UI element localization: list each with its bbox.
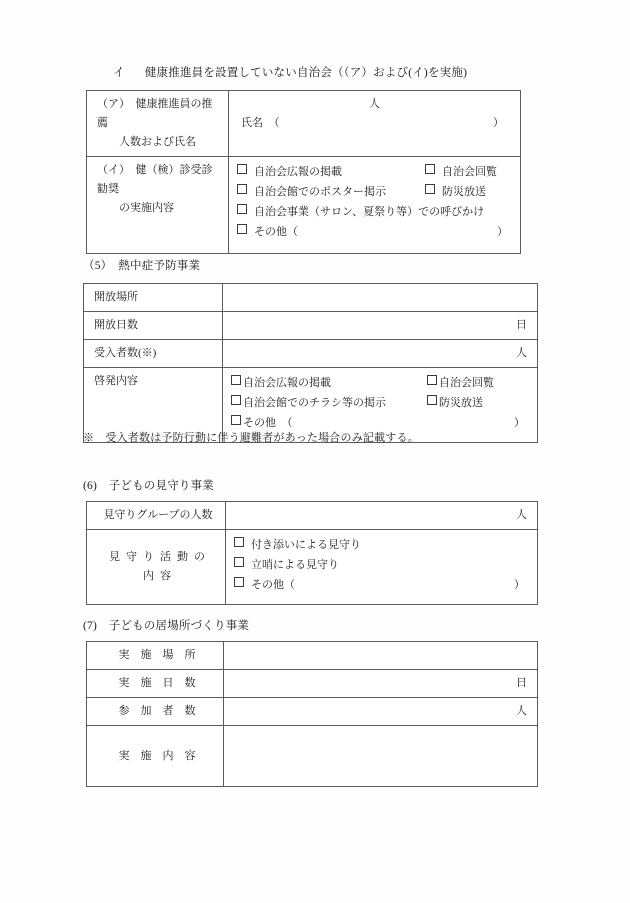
cell-i-checkboxes [229, 157, 521, 254]
cell-label-place: 実 施 場 所 [87, 642, 224, 670]
cell-label-activity: 見守り活動の内容 [87, 530, 226, 605]
cell-value-content[interactable] [224, 726, 538, 787]
table-row [87, 642, 538, 670]
checkbox-icon[interactable] [237, 204, 247, 214]
checkbox-row-2 [237, 182, 512, 202]
checkbox-group-4 [425, 182, 486, 202]
cell-value-place[interactable] [224, 642, 538, 670]
section-i-heading-text: 健康推進員を設置していない自治会（（ア）および(イ)を実施) [144, 67, 468, 79]
cell-activity-checkboxes [226, 530, 538, 605]
checkbox-row-3 [237, 202, 512, 222]
checkbox-row-3 [234, 575, 529, 595]
cell-a-label-line1: （ア） 健康推進員の推薦 [97, 98, 213, 129]
section-6-heading: (6) 子どもの見守り事業 [83, 480, 215, 492]
table-row [87, 502, 538, 530]
checkbox-icon[interactable] [237, 184, 247, 194]
checkbox-label-2: 自治会回覧 [439, 377, 494, 389]
checkbox-icon[interactable] [231, 375, 241, 385]
checkbox-label-1: 自治会広報の掲載 [243, 377, 331, 389]
unit-person: 人 [369, 98, 380, 110]
checkbox-label-2: 自治会回覧 [442, 166, 497, 178]
table-row [84, 340, 538, 368]
checkbox-group-2 [425, 162, 497, 182]
cell-a-label-line2: 人数および氏名 [119, 136, 196, 148]
cell-value-open-place[interactable] [223, 284, 538, 312]
checkbox-row-1 [237, 162, 512, 182]
checkbox-5-close-paren: ） [514, 417, 525, 429]
section-5-note: ※ 受入者数は予防行動に伴う避難者があった場合のみ記載する。 [83, 432, 419, 444]
table-row [87, 726, 538, 787]
table-row [87, 157, 521, 254]
name-entry-line [237, 114, 512, 133]
checkbox-group-2 [427, 373, 494, 393]
table-section-7 [86, 641, 538, 787]
cell-label-open-place: 開放場所 [84, 284, 223, 312]
checkbox-icon[interactable] [425, 164, 435, 174]
checkbox-label-6: その他（ [254, 226, 298, 238]
name-label: 氏名 （ [241, 117, 280, 129]
checkbox-3-close-paren: ） [514, 579, 525, 591]
table-row [87, 698, 538, 726]
section-7-heading: (7) 子どもの居場所づくり事業 [83, 620, 250, 632]
cell-label-group-size: 見守りグループの人数 [87, 502, 226, 530]
section-5-heading: （5） 熱中症予防事業 [83, 260, 201, 272]
cell-label-accepted-count: 受入者数(※) [84, 340, 223, 368]
checkbox-icon[interactable] [237, 224, 247, 234]
section-i-marker: イ [113, 67, 125, 79]
checkbox-label-4: 防災放送 [439, 397, 483, 409]
checkbox-icon[interactable] [237, 164, 247, 174]
checkbox-icon[interactable] [427, 375, 437, 385]
cell-value-participants[interactable]: 人 [224, 698, 538, 726]
table-section-5 [83, 283, 538, 443]
cell-i-label-line2: の実施内容 [119, 202, 174, 214]
section-i-heading [113, 66, 467, 80]
checkbox-label-3: その他（ [251, 579, 295, 591]
checkbox-label-4: 防災放送 [442, 186, 486, 198]
checkbox-label-2: 立哨による見守り [251, 559, 339, 571]
table-row [87, 91, 521, 157]
checkbox-label-1: 自治会広報の掲載 [254, 166, 342, 178]
checkbox-row-4 [237, 222, 512, 242]
cell-label-days: 実 施 日 数 [87, 670, 224, 698]
checkbox-label-3: 自治会館でのチラシ等の掲示 [243, 397, 386, 409]
cell-label-awareness: 啓発内容 [84, 368, 223, 443]
checkbox-row-3 [231, 413, 529, 433]
cell-value-group-size[interactable]: 人 [226, 502, 538, 530]
cell-label-participants: 参 加 者 数 [87, 698, 224, 726]
checkbox-label-3: 自治会館でのポスター掲示 [254, 186, 386, 198]
checkbox-row-2 [231, 393, 529, 413]
table-section-i [86, 90, 521, 254]
checkbox-6-close-paren: ） [497, 226, 508, 238]
cell-a-label [87, 91, 229, 157]
checkbox-label-1: 付き添いによる見守り [251, 539, 361, 551]
cell-value-accepted-count[interactable]: 人 [223, 340, 538, 368]
checkbox-icon[interactable] [425, 184, 435, 194]
checkbox-icon[interactable] [231, 395, 241, 405]
checkbox-label-5: その他 （ [243, 417, 293, 429]
checkbox-icon[interactable] [234, 537, 244, 547]
cell-value-open-days[interactable]: 日 [223, 312, 538, 340]
table-section-6 [86, 501, 538, 605]
cell-value-days[interactable]: 日 [224, 670, 538, 698]
cell-i-label-line1: （イ） 健（検）診受診勧奨 [97, 164, 213, 195]
table-row [87, 530, 538, 605]
checkbox-icon[interactable] [234, 577, 244, 587]
cell-i-label [87, 157, 229, 254]
cell-label-content: 実 施 内 容 [87, 726, 224, 787]
cell-a-value[interactable] [229, 91, 521, 157]
table-row [84, 284, 538, 312]
checkbox-row-1 [234, 535, 529, 555]
table-row [87, 670, 538, 698]
checkbox-icon[interactable] [234, 557, 244, 567]
checkbox-row-1 [231, 373, 529, 393]
checkbox-icon[interactable] [427, 395, 437, 405]
name-close-paren: ） [493, 117, 504, 129]
checkbox-row-2 [234, 555, 529, 575]
checkbox-group-4 [427, 393, 483, 413]
cell-label-open-days: 開放日数 [84, 312, 223, 340]
checkbox-icon[interactable] [231, 415, 241, 425]
table-row [84, 312, 538, 340]
checkbox-label-5: 自治会事業（サロン、夏祭り等）での呼びかけ [254, 206, 485, 218]
